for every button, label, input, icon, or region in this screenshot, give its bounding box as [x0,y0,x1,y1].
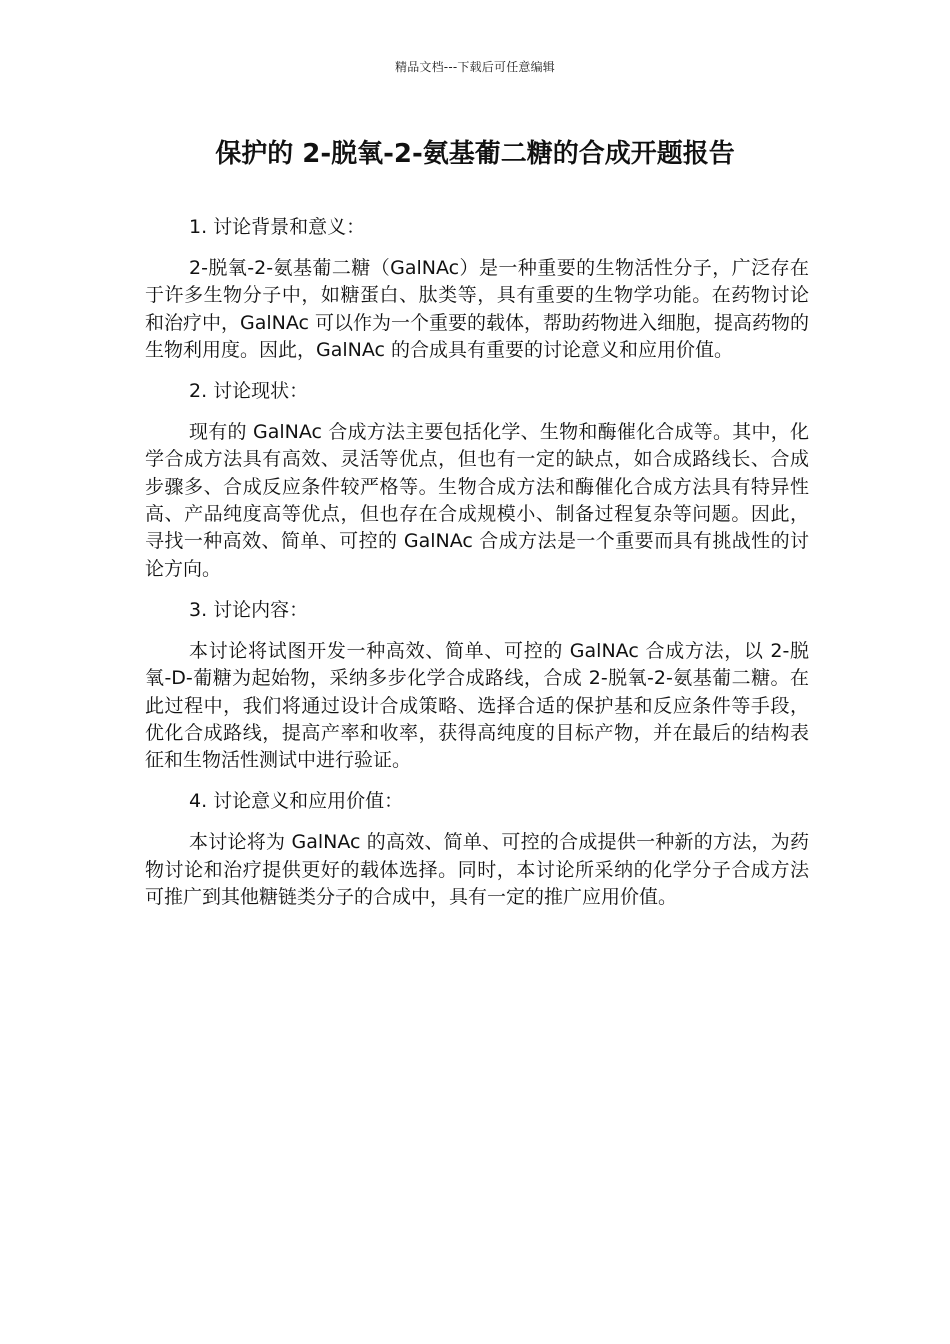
section-status [145,378,809,583]
section-paragraph: 现有的 GalNAc 合成方法主要包括化学、生物和酶催化合成等。其中，化学合成方法具有高效、灵活等优点，但也有一定的缺点，如合成路线长、合成步骤多、合成反应条件较严格等。生物合成方法和酶催化合成方法具有特异性高、产品纯度高等优点，但也存在合成规模小、制备过程复杂等问题。因此，寻找一种高效、简单、可控的 GalNAc 合成方法是一个重要而具有挑战性的讨论方向。 [145,421,809,580]
section-paragraph: 本讨论将试图开发一种高效、简单、可控的 GalNAc 合成方法，以 2-脱氧-D-葡糖为起始物，采纳多步化学合成路线，合成 2-脱氧-2-氨基葡二糖。在此过程中，我们将通过设计合成策略、选择合适的保护基和反应条件等手段，优化合成路线，提高产率和收率，获得高纯度的目标产物，并在最后的结构表征和生物活性测试中进行验证。 [145,639,809,772]
section-content [145,597,809,774]
header-note: 精品文档---下载后可任意编辑 [395,60,555,74]
document-title: 保护的 2-脱氧-2-氨基葡二糖的合成开题报告 [215,139,735,169]
section-background [145,214,809,364]
section-significance [145,788,809,911]
section-heading: 1. 讨论背景和意义： [189,216,366,238]
document-body [145,214,809,925]
section-paragraph: 本讨论将为 GalNAc 的高效、简单、可控的合成提供一种新的方法，为药物讨论和治疗提供更好的载体选择。同时，本讨论所采纳的化学分子合成方法可推广到其他糖链类分子的合成中，具有一定的推广应用价值。 [145,831,809,909]
section-heading: 2. 讨论现状： [189,380,309,403]
section-heading: 3. 讨论内容： [189,598,309,621]
section-paragraph: 2-脱氧-2-氨基葡二糖（GalNAc）是一种重要的生物活性分子，广泛存在于许多生物分子中，如糖蛋白、肽类等，具有重要的生物学功能。在药物讨论和治疗中，GalNAc 可以作为一个重要的载体，帮助药物进入细胞，提高药物的生物利用度。因此，GalNAc 的合成具有重要的讨论意义和应用价值。 [145,257,810,361]
section-heading: 4. 讨论意义和应用价值： [189,790,404,813]
